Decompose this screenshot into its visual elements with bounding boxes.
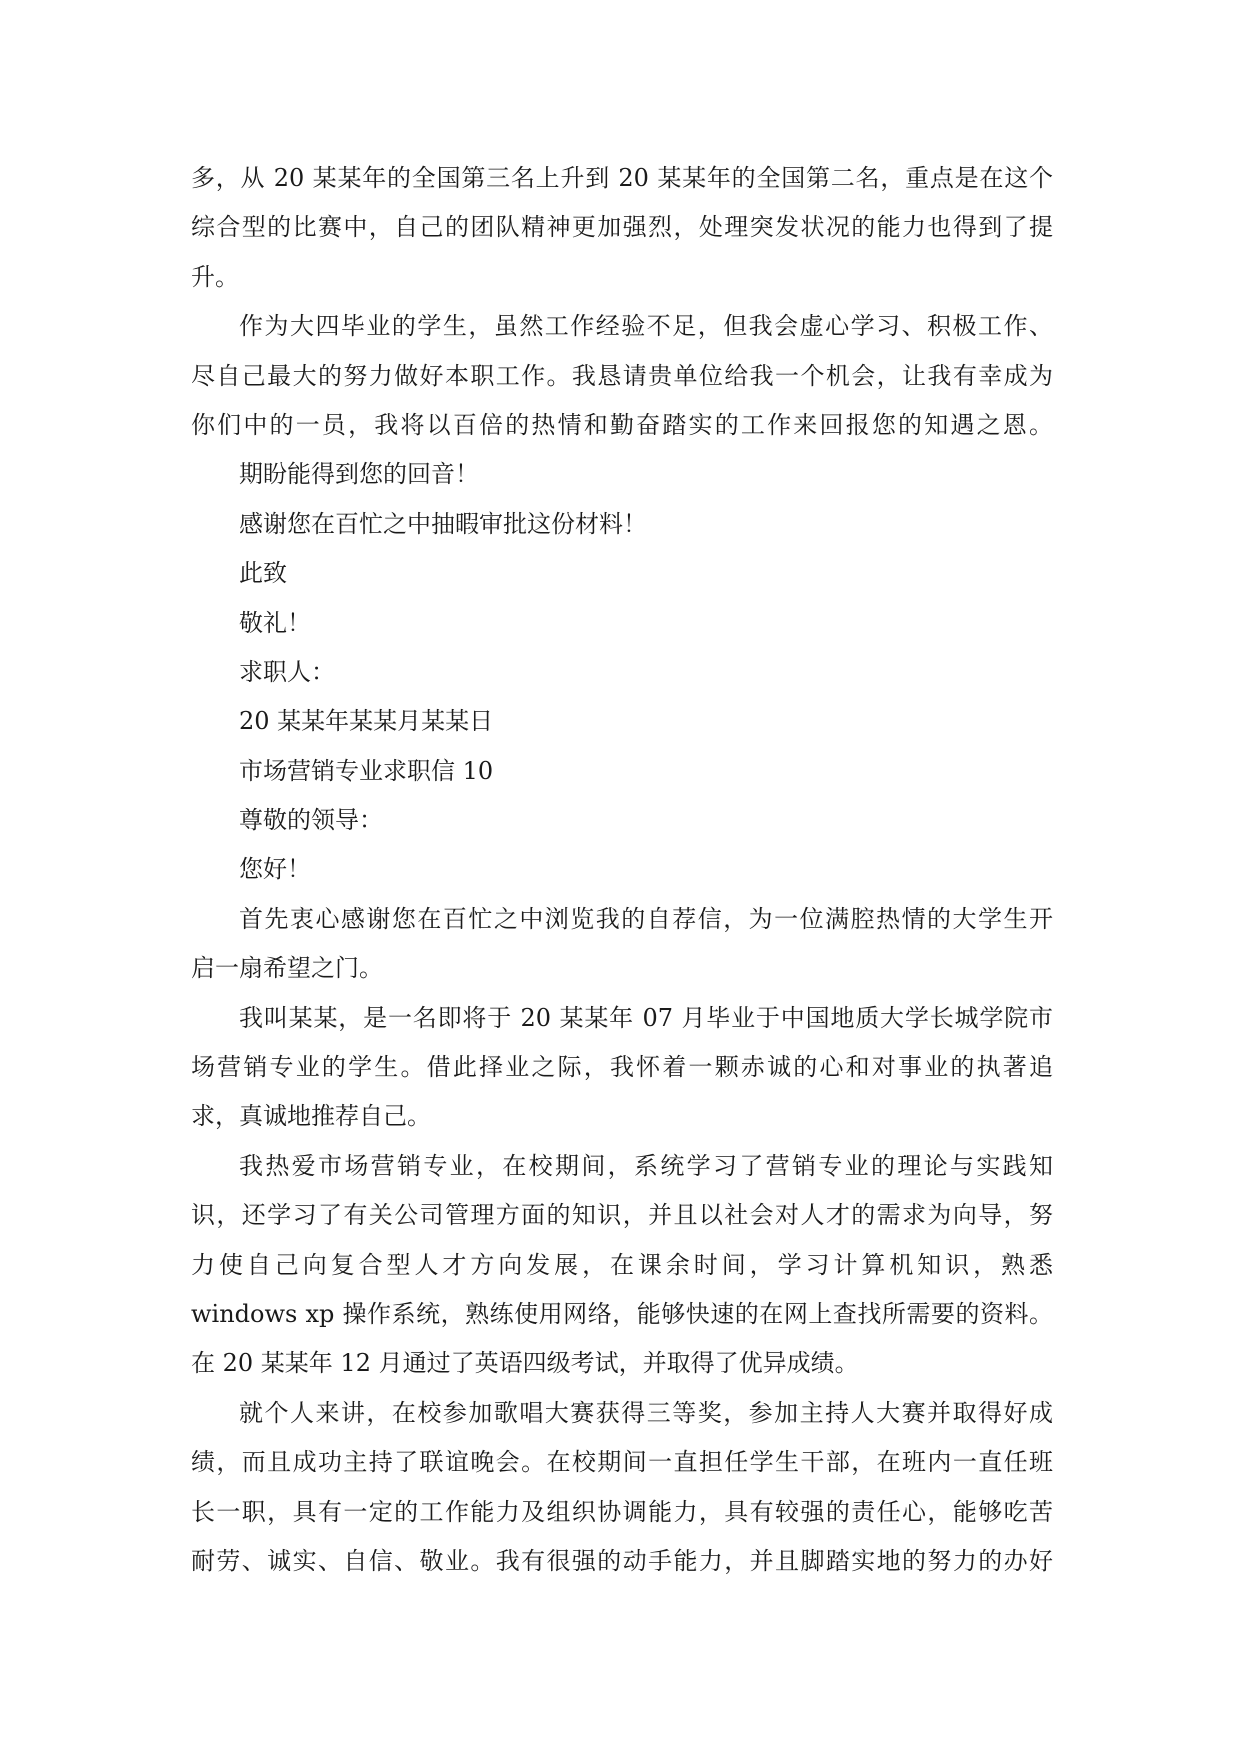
text-line: 期盼能得到您的回音！: [239, 460, 479, 489]
text-line: 作为大四毕业的学生，虽然工作经验不足，但我会虚心学习、积极工作、: [239, 312, 1053, 341]
text-line: 首先衷心感谢您在百忙之中浏览我的自荐信，为一位满腔热情的大学生开: [239, 904, 1053, 933]
text-line: windows xp 操作系统，熟练使用网络，能够快速的在网上查找所需要的资料。: [191, 1299, 1053, 1328]
text-line: 就个人来讲，在校参加歌唱大赛获得三等奖，参加主持人大赛并取得好成: [239, 1398, 1053, 1427]
text-line: 尽自己最大的努力做好本职工作。我恳请贵单位给我一个机会，让我有幸成为: [191, 361, 1053, 390]
text-line: 绩，而且成功主持了联谊晚会。在校期间一直担任学生干部，在班内一直任班: [191, 1448, 1053, 1477]
text-line: 市场营销专业求职信 10: [239, 756, 494, 785]
text-line: 20 某某年某某月某某日: [239, 707, 494, 736]
letter-body: [191, 154, 1053, 1586]
text-line: 耐劳、诚实、自信、敬业。我有很强的动手能力，并且脚踏实地的努力的办好: [191, 1546, 1053, 1575]
text-line: 你们中的一员，我将以百倍的热情和勤奋踏实的工作来回报您的知遇之恩。: [191, 410, 1053, 439]
text-line: 升。: [191, 262, 239, 291]
text-line: 多，从 20 某某年的全国第三名上升到 20 某某年的全国第二名，重点是在这个: [191, 164, 1053, 192]
text-line: 您好！: [239, 855, 311, 884]
text-line: 在 20 某某年 12 月通过了英语四级考试，并取得了优异成绩。: [191, 1349, 859, 1378]
text-line: 此致: [239, 559, 287, 588]
text-line: 场营销专业的学生。借此择业之际，我怀着一颗赤诚的心和对事业的执著追: [191, 1053, 1053, 1082]
text-line: 求，真诚地推荐自己。: [191, 1102, 431, 1131]
text-line: 敬礼！: [239, 608, 311, 637]
text-line: 力使自己向复合型人才方向发展，在课余时间，学习计算机知识，熟悉: [191, 1250, 1053, 1279]
text-line: 我叫某某，是一名即将于 20 某某年 07 月毕业于中国地质大学长城学院市: [239, 1003, 1053, 1032]
text-line: 我热爱市场营销专业，在校期间，系统学习了营销专业的理论与实践知: [239, 1151, 1053, 1180]
text-line: 识，还学习了有关公司管理方面的知识，并且以社会对人才的需求为向导，努: [191, 1201, 1053, 1230]
text-line: 综合型的比赛中，自己的团队精神更加强烈，处理突发状况的能力也得到了提: [191, 213, 1053, 242]
text-line: 启一扇希望之门。: [191, 954, 383, 983]
text-line: 尊敬的领导：: [239, 806, 383, 835]
text-line: 长一职，具有一定的工作能力及组织协调能力，具有较强的责任心，能够吃苦: [191, 1497, 1053, 1526]
text-line: 感谢您在百忙之中抽暇审批这份材料！: [239, 509, 647, 538]
text-line: 求职人：: [239, 657, 335, 686]
